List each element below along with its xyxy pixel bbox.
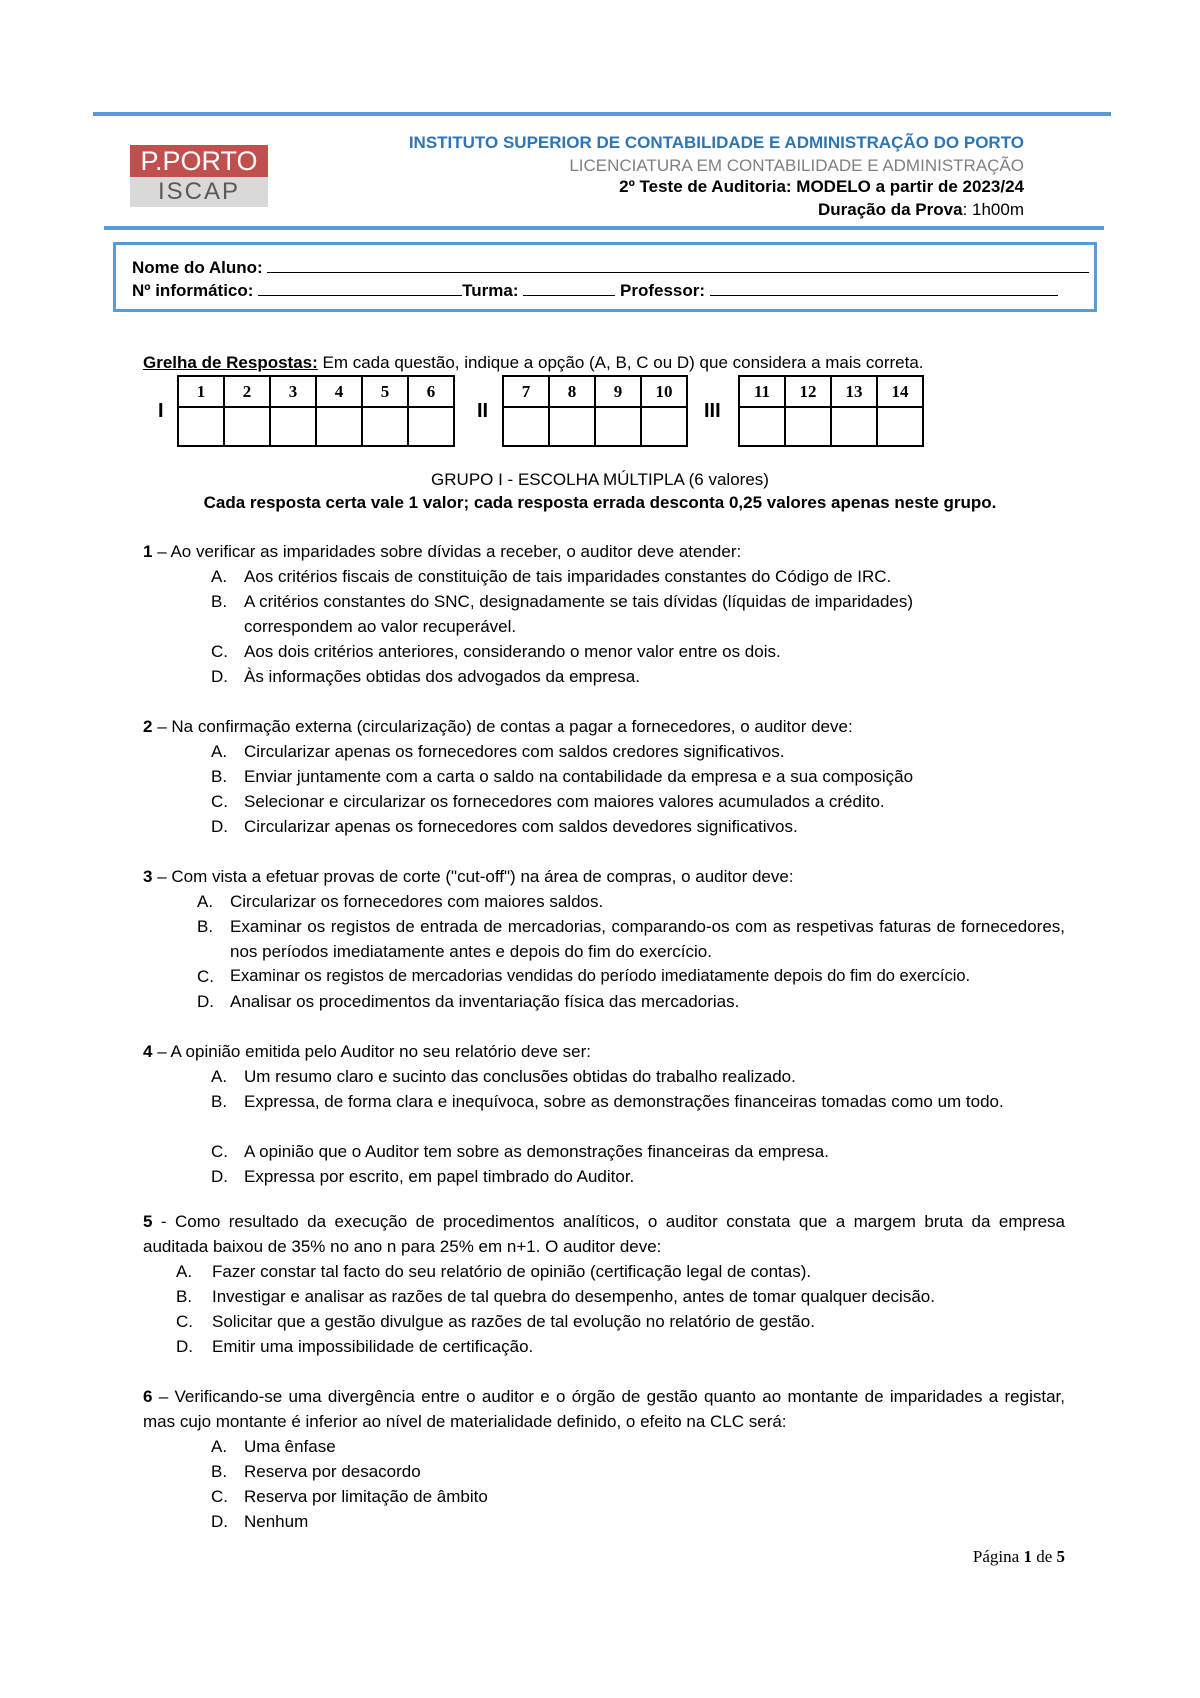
option-letter: A. xyxy=(176,1262,193,1281)
question-sep: – xyxy=(152,717,172,736)
grid-number: 1 xyxy=(178,376,224,407)
option-text: Solicitar que a gestão divulgue as razões de tal evolução no relatório de gestão. xyxy=(212,1312,815,1331)
page-total: 5 xyxy=(1056,1547,1065,1566)
test-duration xyxy=(818,200,1024,220)
option-text: Aos critérios fiscais de constituição de tais imparidades constantes do Código de IRC. xyxy=(244,567,892,586)
option-4c[interactable] xyxy=(211,1139,1065,1164)
option-3d[interactable] xyxy=(197,989,1065,1014)
professor-label: Professor: xyxy=(620,281,706,300)
answer-cell[interactable] xyxy=(270,407,316,446)
test-title-a: 2º Teste de Auditoria xyxy=(619,177,786,196)
question-sep: – xyxy=(152,1387,175,1406)
option-letter: A. xyxy=(197,892,214,911)
answer-cell[interactable] xyxy=(503,407,549,446)
question-text: A opinião emitida pelo Auditor no seu relatório deve ser: xyxy=(170,1042,591,1061)
option-1d[interactable] xyxy=(211,664,1065,689)
option-letter: D. xyxy=(211,1512,228,1531)
question-number: 1 xyxy=(143,542,153,561)
option-4d[interactable] xyxy=(211,1164,1065,1189)
option-1a[interactable] xyxy=(211,564,1065,589)
grid-number: 13 xyxy=(831,376,877,407)
option-6a[interactable] xyxy=(211,1434,1065,1459)
name-label: Nome do Aluno: xyxy=(132,258,263,277)
option-text: A opinião que o Auditor tem sobre as demonstrações financeiras da empresa. xyxy=(244,1142,829,1161)
option-letter: D. xyxy=(176,1337,193,1356)
answer-grid-group-3 xyxy=(738,375,924,447)
option-1b[interactable] xyxy=(211,589,986,639)
question-text: Verificando-se uma divergência entre o auditor e o órgão de gestão quanto ao montante de imparidades a registar, mas cujo montante é inferior ao nível de materialidade definido, o efeito na CLC será: xyxy=(143,1387,1065,1431)
answer-cell[interactable] xyxy=(785,407,831,446)
answer-cell[interactable] xyxy=(549,407,595,446)
question-text: Com vista a efetuar provas de corte ("cut-off") na área de compras, o auditor deve: xyxy=(171,867,794,886)
question-3 xyxy=(143,864,1065,889)
answer-grid-group-1 xyxy=(177,375,455,447)
question-4 xyxy=(143,1039,1065,1064)
option-letter: B. xyxy=(211,592,228,611)
option-letter: A. xyxy=(211,742,228,761)
grid-number: 3 xyxy=(270,376,316,407)
grid-instructions xyxy=(143,352,924,374)
page-number xyxy=(973,1547,1065,1567)
question-sep: – xyxy=(152,867,172,886)
option-letter: C. xyxy=(211,1142,228,1161)
header-bottom-rule xyxy=(104,226,1104,230)
grid-roman-2: II xyxy=(477,400,489,422)
grid-roman-3: III xyxy=(704,400,721,422)
option-letter: C. xyxy=(211,642,228,661)
option-letter: B. xyxy=(211,1092,228,1111)
answer-cell[interactable] xyxy=(224,407,270,446)
grid-number: 6 xyxy=(408,376,454,407)
group1-title: GRUPO I - ESCOLHA MÚLTIPLA (6 valores) xyxy=(431,470,769,489)
option-2d[interactable] xyxy=(211,814,1065,839)
option-text: Emitir uma impossibilidade de certificação. xyxy=(212,1337,534,1356)
option-text: Reserva por limitação de âmbito xyxy=(244,1487,488,1506)
option-letter: A. xyxy=(211,1067,228,1086)
option-letter: D. xyxy=(197,992,214,1011)
grid-number: 10 xyxy=(641,376,687,407)
answer-cell[interactable] xyxy=(641,407,687,446)
option-text: Circularizar apenas os fornecedores com saldos credores significativos. xyxy=(244,742,785,761)
answer-cell[interactable] xyxy=(316,407,362,446)
grid-number: 2 xyxy=(224,376,270,407)
option-text: Às informações obtidas dos advogados da empresa. xyxy=(244,667,640,686)
pporto-iscap-logo xyxy=(130,145,268,207)
option-text: Aos dois critérios anteriores, considerando o menor valor entre os dois. xyxy=(244,642,781,661)
test-title-b: : MODELO a partir de 2023/24 xyxy=(785,177,1024,196)
question-text: Ao verificar as imparidades sobre dívidas a receber, o auditor deve atender: xyxy=(170,542,742,561)
option-text: Circularizar apenas os fornecedores com saldos devedores significativos. xyxy=(244,817,798,836)
grid-number: 9 xyxy=(595,376,641,407)
question-text: Na confirmação externa (circularização) de contas a pagar a fornecedores, o auditor deve: xyxy=(171,717,853,736)
option-2b[interactable] xyxy=(211,764,1065,789)
option-3b[interactable] xyxy=(197,914,1065,964)
question-1 xyxy=(143,539,1065,564)
answer-cell[interactable] xyxy=(408,407,454,446)
grid-number: 7 xyxy=(503,376,549,407)
class-label: Turma: xyxy=(462,281,519,300)
degree-name: LICENCIATURA EM CONTABILIDADE E ADMINISTRAÇÃO xyxy=(569,156,1024,175)
option-letter: D. xyxy=(211,817,228,836)
student-id-line xyxy=(132,281,1058,301)
option-3a[interactable] xyxy=(197,889,1065,914)
option-4b[interactable] xyxy=(211,1089,1065,1114)
number-label: Nº informático: xyxy=(132,281,254,300)
option-letter: C. xyxy=(176,1312,193,1331)
option-letter: A. xyxy=(211,1437,228,1456)
institute-name: INSTITUTO SUPERIOR DE CONTABILIDADE E ADMINISTRAÇÃO DO PORTO xyxy=(408,133,1024,152)
option-text: Investigar e analisar as razões de tal quebra do desempenho, antes de tomar qualquer decisão. xyxy=(212,1287,935,1306)
question-number: 5 xyxy=(143,1212,153,1231)
option-4a[interactable] xyxy=(211,1064,1065,1089)
grid-number: 8 xyxy=(549,376,595,407)
question-2 xyxy=(143,714,1065,739)
answer-cell[interactable] xyxy=(877,407,923,446)
option-text: A critérios constantes do SNC, designadamente se tais dívidas (líquidas de imparidades) correspondem ao valor recuperável. xyxy=(244,592,914,636)
option-5d[interactable] xyxy=(176,1334,1065,1359)
answer-cell[interactable] xyxy=(831,407,877,446)
option-text: Circularizar os fornecedores com maiores saldos. xyxy=(230,892,604,911)
grid-number: 14 xyxy=(877,376,923,407)
grid-number: 4 xyxy=(316,376,362,407)
grid-number: 12 xyxy=(785,376,831,407)
of-word: de xyxy=(1036,1547,1053,1566)
question-sep: - xyxy=(152,1212,175,1231)
option-3c[interactable] xyxy=(197,964,1065,989)
logo-top: P.PORTO xyxy=(130,145,268,177)
page-word: Página xyxy=(972,1547,1020,1566)
option-text: Expressa por escrito, em papel timbrado do Auditor. xyxy=(244,1167,635,1186)
answer-cell[interactable] xyxy=(595,407,641,446)
option-6c[interactable] xyxy=(211,1484,1065,1509)
option-text: Um resumo claro e sucinto das conclusões obtidas do trabalho realizado. xyxy=(244,1067,796,1086)
option-letter: B. xyxy=(211,767,228,786)
option-letter: B. xyxy=(197,917,214,936)
grid-number: 11 xyxy=(739,376,785,407)
grid-number: 5 xyxy=(362,376,408,407)
answer-cell[interactable] xyxy=(178,407,224,446)
option-letter: B. xyxy=(176,1287,193,1306)
option-6d[interactable] xyxy=(211,1509,1065,1534)
answer-cell[interactable] xyxy=(362,407,408,446)
question-sep: – xyxy=(152,542,171,561)
answer-grid-group-2 xyxy=(502,375,688,447)
option-2c[interactable] xyxy=(211,789,1065,814)
option-letter: C. xyxy=(197,967,214,986)
question-sep: – xyxy=(152,1042,171,1061)
option-6b[interactable] xyxy=(211,1459,1065,1484)
option-5c[interactable] xyxy=(176,1309,1065,1334)
option-letter: D. xyxy=(211,667,228,686)
option-letter: C. xyxy=(211,1487,228,1506)
option-letter: C. xyxy=(211,792,228,811)
grid-roman-1: I xyxy=(158,400,164,422)
option-1c[interactable] xyxy=(211,639,1065,664)
option-text: Examinar os registos de entrada de mercadorias, comparando-os com as respetivas faturas de fornecedores, nos períodos imediatamente antes e depois do fim do exercício. xyxy=(230,917,1065,961)
question-number: 4 xyxy=(143,1042,153,1061)
class-field[interactable] xyxy=(523,281,615,296)
header-top-rule xyxy=(93,112,1111,116)
duration-label: Duração da Prova xyxy=(818,200,963,219)
option-2a[interactable] xyxy=(211,739,1065,764)
grid-intro-text: Em cada questão, indique a opção (A, B, C ou D) que considera a mais correta. xyxy=(317,353,924,372)
group1-subtitle: Cada resposta certa vale 1 valor; cada resposta errada desconta 0,25 valores apenas neste grupo. xyxy=(203,493,997,512)
question-5 xyxy=(143,1209,1065,1259)
professor-field[interactable] xyxy=(710,281,1058,296)
option-text: Selecionar e circularizar os fornecedores com maiores valores acumulados a crédito. xyxy=(244,792,885,811)
duration-value: : 1h00m xyxy=(962,200,1024,219)
answer-cell[interactable] xyxy=(739,407,785,446)
option-5b[interactable] xyxy=(176,1284,1065,1309)
test-title xyxy=(619,177,1024,197)
number-field[interactable] xyxy=(258,281,462,296)
question-number: 2 xyxy=(143,717,153,736)
option-text: Nenhum xyxy=(244,1512,309,1531)
question-number: 6 xyxy=(143,1387,153,1406)
logo-bottom: ISCAP xyxy=(130,177,268,207)
option-letter: A. xyxy=(211,567,228,586)
option-text: Uma ênfase xyxy=(244,1437,336,1456)
option-text: Fazer constar tal facto do seu relatório de opinião (certificação legal de contas). xyxy=(212,1262,812,1281)
question-text: Como resultado da execução de procedimentos analíticos, o auditor constata que a margem bruta da empresa auditada baixou de 35% no ano n para 25% em n+1. O auditor deve: xyxy=(143,1212,1066,1256)
grid-intro-label: Grelha de Respostas: xyxy=(143,353,318,372)
name-field[interactable] xyxy=(267,258,1089,273)
page-current: 1 xyxy=(1023,1547,1032,1566)
option-5a[interactable] xyxy=(176,1259,1065,1284)
option-text: Enviar juntamente com a carta o saldo na contabilidade da empresa e a sua composição xyxy=(244,767,914,786)
option-letter: B. xyxy=(211,1462,228,1481)
option-text: Analisar os procedimentos da inventariação física das mercadorias. xyxy=(230,992,740,1011)
option-text: Expressa, de forma clara e inequívoca, sobre as demonstrações financeiras tomadas como um todo. xyxy=(244,1092,1004,1111)
question-6 xyxy=(143,1384,1065,1434)
student-info-box xyxy=(113,242,1097,312)
question-number: 3 xyxy=(143,867,153,886)
option-text: Reserva por desacordo xyxy=(244,1462,421,1481)
option-text: Examinar os registos de mercadorias vendidas do período imediatamente depois do fim do exercício. xyxy=(230,967,971,985)
student-name-line xyxy=(132,258,1089,278)
option-letter: D. xyxy=(211,1167,228,1186)
